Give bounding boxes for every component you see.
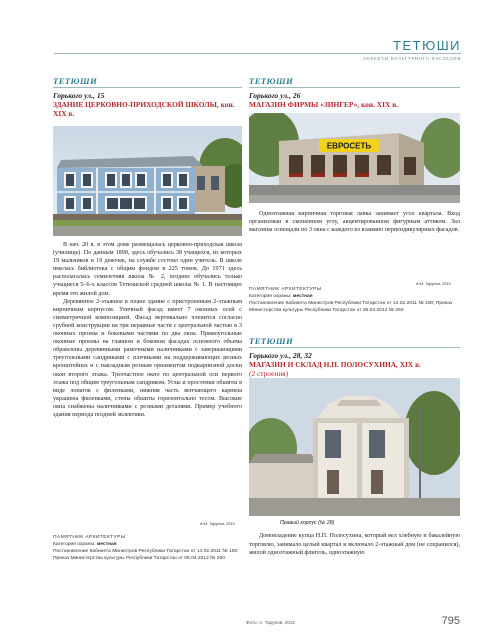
- page-number: 795: [441, 615, 460, 627]
- right-top-photo-author: А.М. Тарунов, 2016: [416, 281, 451, 286]
- left-paragraph-2: Деревянное 2-этажное в плане здание с пристроенным 2-этажным кирпичным корпусом. Уличный фасад имеет 7 оконных осей с симметричной композицией. Фасад вертикально членится согласно срубной конструкции на три неравные части с центральной частью в 3 оконных проема и боковыми частями по два окна. Прямоугольные оконные проемы на главном и боковом фасадах основного объема обрамлены деревянными рамочными наличниками с завершающими треугольными сандриками с плечиками на поддерживающих резных кронштейнах и с накладным резным орнаментом подкарнизной доски окон второго этажа. Трехчастное окно по центральной оси первого этажа под общим треугольным сандриком. Углы и простенки обшиты в виде лопаток с филенками, нижняя часть венчающего карниза украшена филенками, стены обшиты горизонтально тесом. Высокие окна снабжены наличниками с резными деталями. Пример учебного здания периода поздней эклектики.: [53, 298, 242, 418]
- right-bottom-town: ТЕТЮШИ: [249, 336, 294, 346]
- right-bottom-name-note: (2 строения): [249, 368, 289, 378]
- header-rule: [54, 53, 461, 54]
- running-header-title: ТЕТЮШИ: [393, 38, 461, 53]
- left-name-date: кон. XIX в.: [53, 100, 235, 118]
- right-top-article-text: [249, 210, 460, 234]
- left-entry-heading: [53, 76, 242, 119]
- singer-shop-photo: [249, 113, 460, 203]
- left-heritage-status: [53, 534, 242, 562]
- right-bottom-photo-caption: Правый корпус (№ 28): [280, 520, 335, 526]
- running-header-subtitle: ОБЪЕКТЫ КУЛЬТУРНОГО НАСЛЕДИЯ: [363, 56, 461, 61]
- right-bottom-article-text: [249, 532, 460, 558]
- left-status-category: Категория охраны: местная: [53, 542, 117, 547]
- right-top-paragraph: Одноэтажная кирпичная торговая лавка занимает угол квартала. Вход организован в скошенном углу, акцентированном фигурным аттиком. Зал магазина освещали по 3 окна с каждого из взаимно перпендикулярных фасадов.: [249, 211, 460, 234]
- left-address: Горького ул., 15: [53, 91, 105, 100]
- right-top-town: ТЕТЮШИ: [249, 76, 294, 86]
- right-bottom-address: Горького ул., 28, 32: [249, 351, 312, 360]
- left-status-decree: Постановление Кабинета Министров Республики Татарстан от 14.02.2011 № 100; Приказ Министерства культуры Республики Татарстан от 06.04.2012 № 250: [53, 549, 239, 561]
- right-top-heritage-status: [249, 286, 460, 314]
- right-top-status-category: Категория охраны: местная: [249, 294, 313, 299]
- school-building-photo: [53, 126, 242, 236]
- right-top-status-decree: Постановление Кабинета Министров Республики Татарстан от 14.02.2011 № 100; Приказ Министерства культуры Республики Татарстан от 06.04.2012 № 250: [249, 301, 452, 313]
- left-photo-author: А.М. Тарунов, 2016: [200, 521, 235, 526]
- right-top-building-name: [249, 101, 460, 110]
- right-bottom-paragraph: Домовладение купца Н.П. Полосухина, который вел хлебную и бакалейную торговлю, занимало целый квартал и включало 2-этажный дом (не сохранился), жилой одноэтажный флигель, одноэтажную: [249, 533, 460, 557]
- right-top-status-title: ПАМЯТНИК АРХИТЕКТУРЫ: [249, 287, 322, 292]
- left-status-title: ПАМЯТНИК АРХИТЕКТУРЫ: [53, 535, 126, 540]
- right-bottom-town-rule: [249, 347, 460, 348]
- left-town-rule: [53, 87, 242, 88]
- left-building-name: [53, 101, 242, 119]
- right-top-address: Горького ул., 26: [249, 91, 301, 100]
- right-top-town-rule: [249, 87, 460, 88]
- right-bottom-building-name: [249, 361, 460, 379]
- right-top-name-date: кон. XIX в.: [361, 100, 399, 109]
- euroset-sign-text: ЕВРОСЕТЬ: [326, 141, 372, 151]
- right-bottom-entry-heading: [249, 336, 460, 379]
- left-town: ТЕТЮШИ: [53, 76, 98, 86]
- footer-photo-credit: Фото: А. Тарунов, 2015: [246, 620, 295, 625]
- right-top-entry-heading: [249, 76, 460, 110]
- polosukhin-shop-photo: [249, 378, 460, 516]
- left-article-text: [53, 241, 242, 419]
- left-paragraph-1: В нач. 20 в. в этом доме размещалась церковно-приходская школа (училище). По данным 1898, здесь обучались 38 учащихся, из которых 19 мальчиков и 19 девочек, на службе состоял один учитель. В школе имелась библиотека с общим фондом в 225 томов. До 1971 здесь располагалась семилетняя школа № 2, позднее обучались только учащиеся 5–6-х классов Тетюшской средней школы № 1. В настоящее время это жилой дом.: [53, 242, 242, 297]
- right-top-name-text: МАГАЗИН ФИРМЫ «ЗИНГЕР»,: [249, 100, 360, 109]
- left-name-text: ЗДАНИЕ ЦЕРКОВНО-ПРИХОДСКОЙ ШКОЛЫ,: [53, 100, 219, 109]
- right-bottom-name-text: МАГАЗИН И СКЛАД Н.П. ПОЛОСУХИНА, XIX в.: [249, 360, 421, 369]
